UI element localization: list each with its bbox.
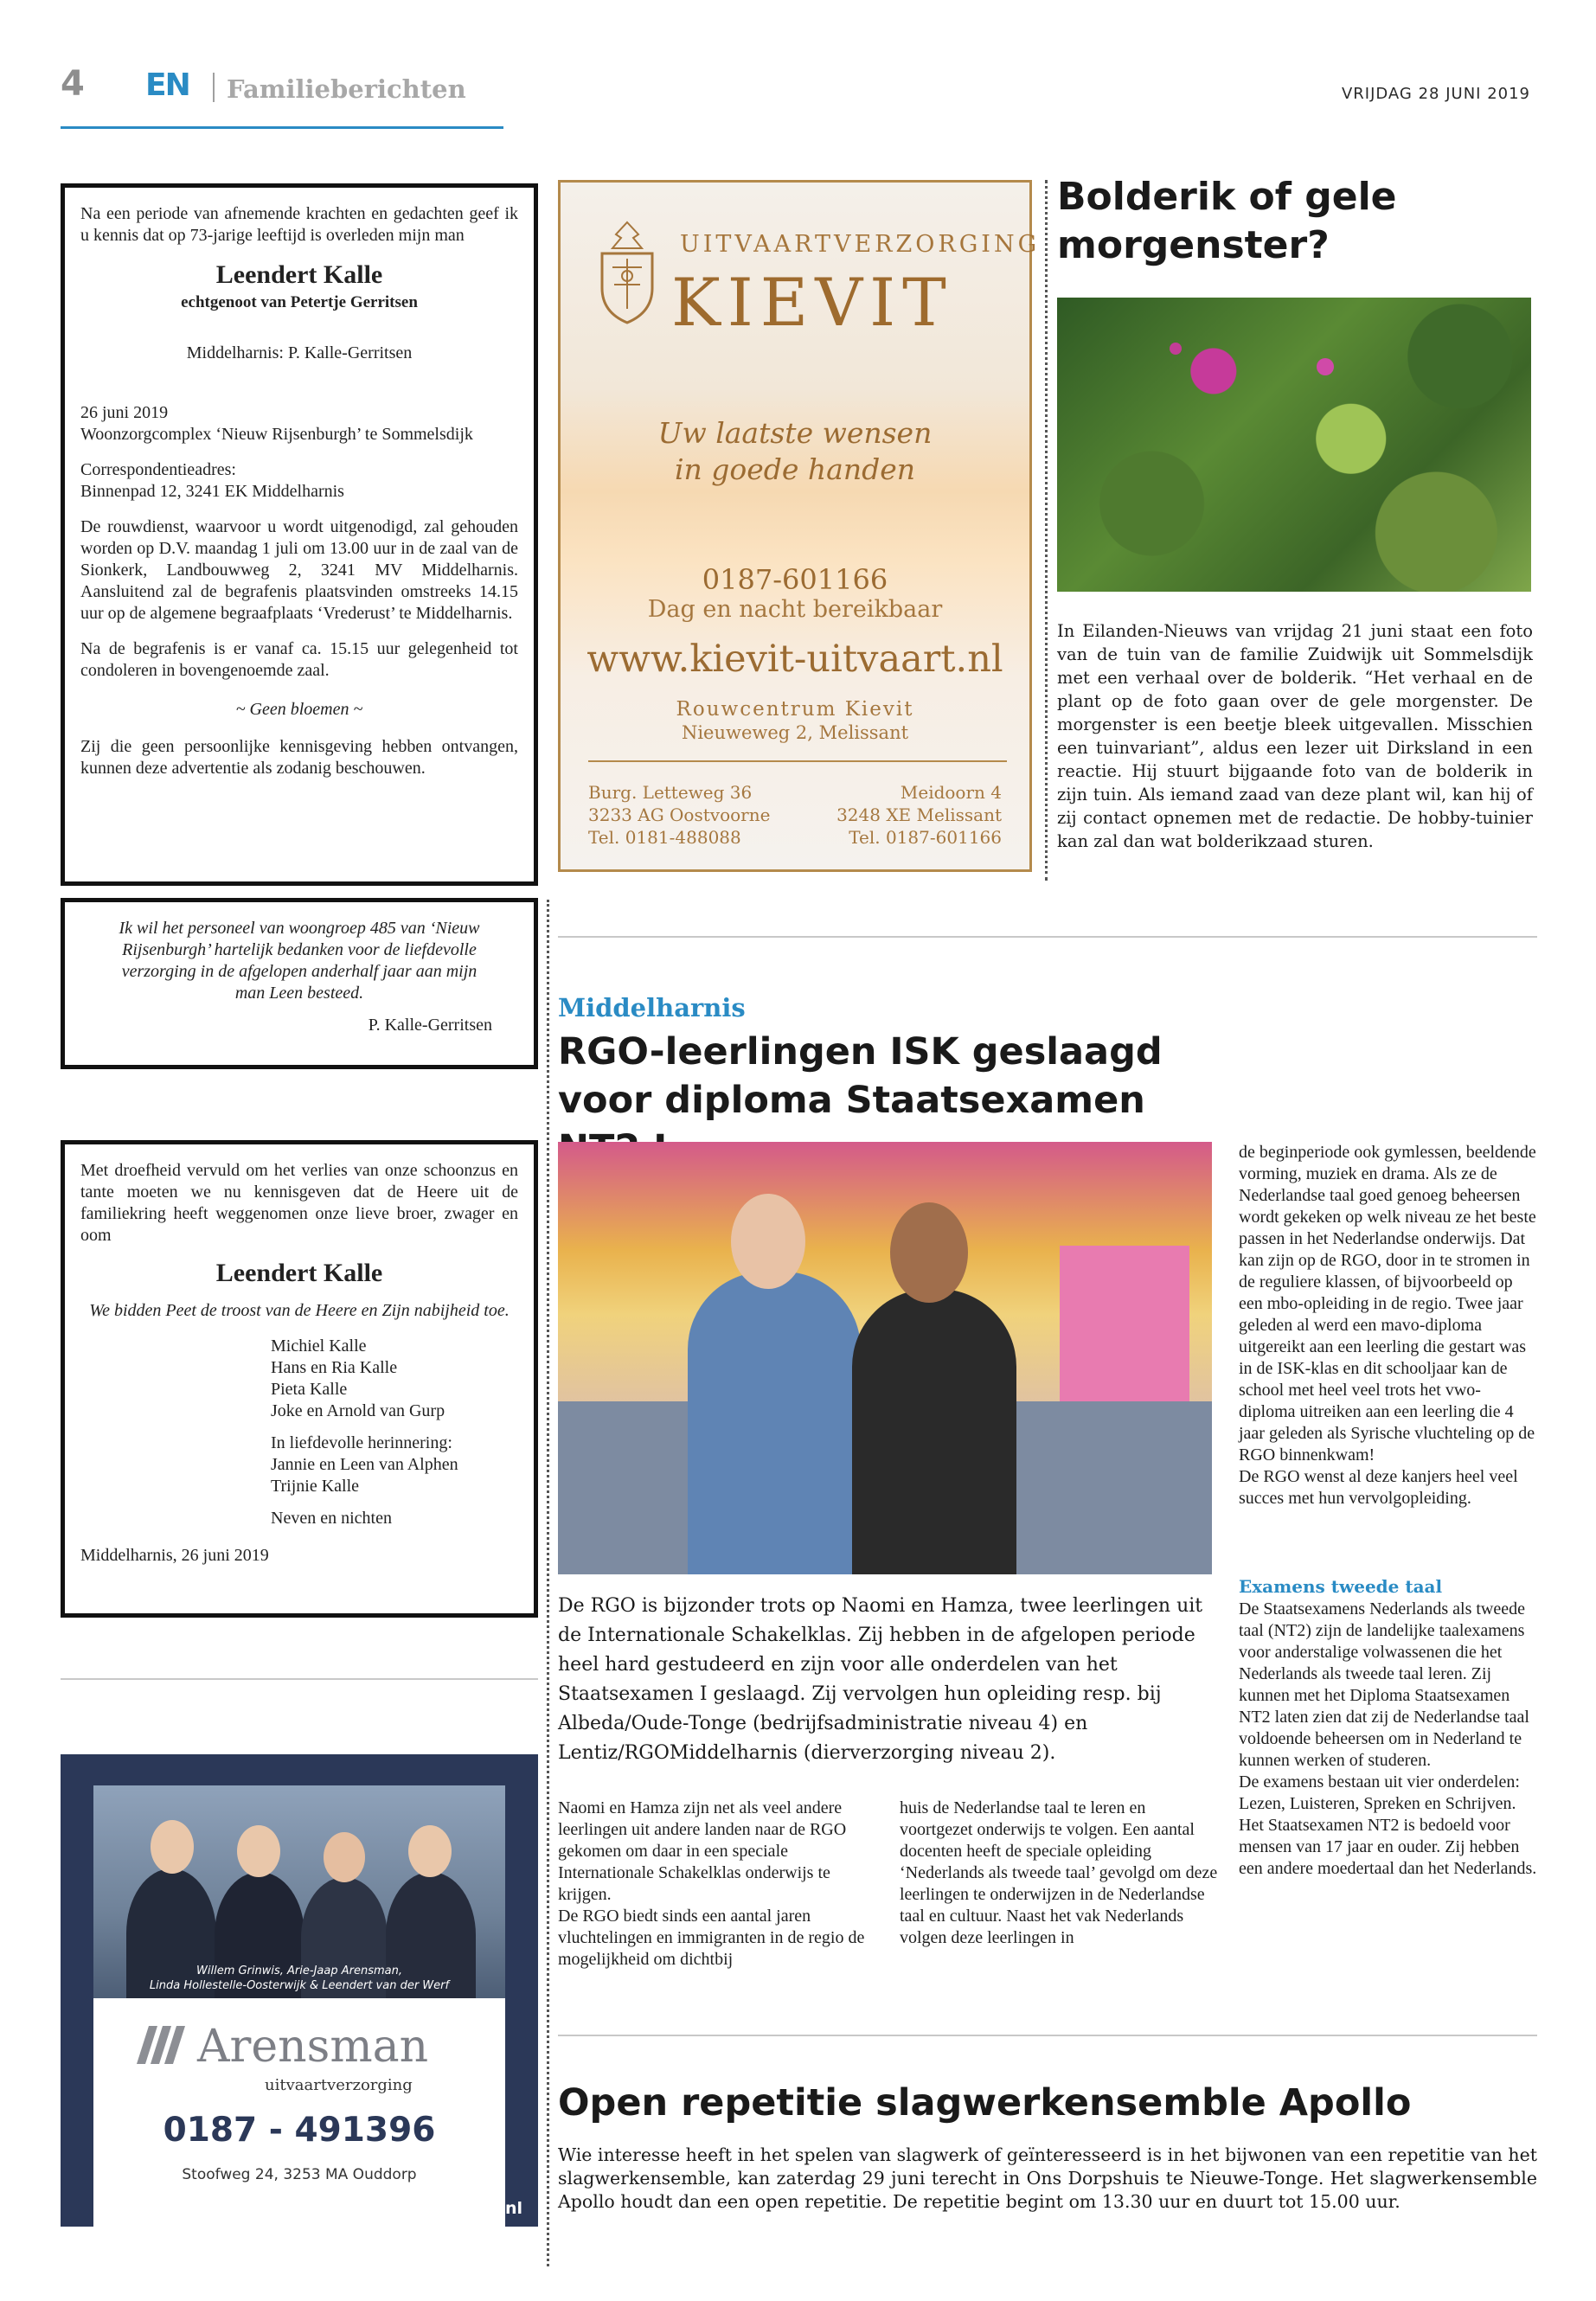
notice-spouse: echtgenoot van Petertje Gerritsen bbox=[181, 293, 418, 311]
memory-member: Jannie en Leen van Alphen bbox=[271, 1455, 458, 1474]
student-hamza-head bbox=[890, 1202, 968, 1303]
notice-condolence: Na de begrafenis is er vanaf ca. 15.15 uur gelegenheid tot condoleren in bovengenoemde zaal. bbox=[80, 639, 518, 680]
rgo-photo bbox=[558, 1142, 1212, 1574]
thanks-text: Ik wil het personeel van woongroep 485 van ‘Nieuw Rijsenburgh’ hartelijk bedanken voor de liefdevolle verzorging in de afgelopen anderhalf jaar aan mijn man Leen besteed. bbox=[119, 919, 480, 1003]
kievit-divider bbox=[588, 760, 1007, 762]
student-naomi-head bbox=[731, 1194, 805, 1289]
kievit-small-title: UITVAARTVERZORGING bbox=[680, 231, 1041, 258]
rgo-lede: De RGO is bijzonder trots op Naomi en Hamza, twee leerlingen uit de Internationale Schakelklas. Zij hebben in de afgelopen periode heel hard gestudeerd en zijn voor alle onderdelen van het Staatsexamen I geslaagd. Zij vervolgen hun opleiding resp. bij Albeda/Oude-Tonge (bedrijfsadministratie niveau 4) en Lentiz/RGOMiddelharnis (dierverzorging niveau 2). bbox=[558, 1595, 1203, 1764]
article-divider bbox=[558, 2035, 1537, 2036]
student-hamza bbox=[852, 1289, 1016, 1574]
caption-line: Linda Hollestelle-Oosterwijk & Leendert van der Werf bbox=[149, 1979, 450, 1992]
kievit-tagline-2: in goede handen bbox=[674, 452, 916, 486]
rgo-subhead: Examens tweede taal bbox=[1239, 1576, 1443, 1597]
staff-caption bbox=[93, 1964, 505, 1993]
arensman-address: Stoofweg 24, 3253 MA Ouddorp bbox=[182, 2166, 417, 2183]
address-line: 3233 AG Oostvoorne bbox=[588, 804, 771, 825]
arensman-logo-icon bbox=[137, 2026, 189, 2064]
kievit-location-oostvoorne bbox=[588, 781, 770, 849]
memory-member: Trijnie Kalle bbox=[271, 1477, 360, 1496]
notice-service: De rouwdienst, waarvoor u wordt uitgenodigd, zal gehouden worden op D.V. maandag 1 juli om 13.00 uur in de zaal van de Sionkerk, Landbouwweg 2, 3241 MV Middelharnis. Aansluitend zal de begrafenis plaatsvinden omstreeks 14.15 uur op de algemene begraafplaats ‘Vrederust’ te Middelharnis. bbox=[80, 517, 518, 623]
kievit-centre-address: Nieuweweg 2, Melissant bbox=[681, 722, 909, 743]
rgo-kicker: Middelharnis bbox=[558, 993, 746, 1022]
notice-intro: Met droefheid vervuld om het verlies van onze schoonzus en tante moeten we nu kennisgeven dat de Heere uit de familiekring heeft weggenomen onze lieve broer, zwager en oom bbox=[80, 1161, 518, 1245]
bolderik-photo bbox=[1057, 298, 1531, 592]
arensman-phone: 0187 - 491396 bbox=[163, 2111, 436, 2150]
apollo-title: Open repetitie slagwerkensemble Apollo bbox=[558, 2081, 1412, 2125]
kievit-tagline-1: Uw laatste wensen bbox=[657, 416, 933, 450]
rgo-column-3b: De Staatsexamens Nederlands als tweede taal (NT2) zijn de landelijke taalexamens voor anderstalige volwassenen die het Nederlands als tweede taal leren. Zij kunnen met het Diploma Staatsexamen NT2 laten zien dat zij de Nederlandse taal voldoende beheersen om in Nederland te kunnen werken of studeren. De examens bestaan uit vier onderdelen: Lezen, Luisteren, Spreken en Schrijven. Het Staatsexamen NT2 is bedoeld voor mensen van 17 jaar en ouder. Zij hebben een andere moedertaal dan het Nederlands. bbox=[1239, 1599, 1537, 1878]
notice-prayer: We bidden Peet de troost van de Heere en Zijn nabijheid toe. bbox=[89, 1301, 510, 1320]
rgo-column-1: Naomi en Hamza zijn net als veel andere leerlingen uit andere landen naar de RGO gekomen om daar in een speciale Internationale Schakelklas onderwijs te krijgen. De RGO biedt sinds een aantal jaren vluchtelingen en immigranten in de regio de mogelijkheid om dichtbij bbox=[558, 1798, 865, 1969]
kievit-location-melissant bbox=[836, 781, 1002, 849]
arensman-sub: uitvaartverzorging bbox=[265, 2076, 413, 2094]
death-notice-1 bbox=[61, 183, 538, 886]
arensman-ad-panel bbox=[93, 1785, 505, 2227]
address-line: Tel. 0187-601166 bbox=[849, 827, 1002, 848]
address-line: Meidoorn 4 bbox=[900, 782, 1002, 803]
kievit-ad bbox=[558, 180, 1041, 872]
notice-intro: Na een periode van afnemende krachten en gedachten geef ik u kennis dat op 73-jarige leeftijd is overleden mijn man bbox=[80, 204, 518, 245]
rgo-column-2: huis de Nederlandse taal te leren en voortgezet onderwijs te volgen. Een aantal docenten heeft de speciale opleiding ‘Nederlands als tweede taal’ gevolgd om deze leerlingen te onderwijzen in de Nederlandse taal en cultuur. Naast het vak Nederlands volgen deze leerlingen in bbox=[900, 1798, 1218, 1947]
person-head bbox=[408, 1825, 452, 1877]
person-head bbox=[151, 1820, 194, 1874]
page-number: 4 bbox=[61, 64, 85, 104]
flower-blossom bbox=[1170, 343, 1182, 355]
apollo-body: Wie interesse heeft in het spelen van slagwerk of geïnteresseerd is in het bijwonen van een repetitie van het slagwerkensemble, kan zaterdag 29 juni terecht in Ons Dorpshuis te Nieuwe-Tonge. Het slagwerkensemble Apollo houdt dan een open repetitie. De repetitie begint om 13.30 uur en duurt tot 15.00 uur. bbox=[558, 2144, 1537, 2212]
address-line: Burg. Letteweg 36 bbox=[588, 782, 753, 803]
section-title: Familieberichten bbox=[227, 74, 466, 104]
notice-footer: Middelharnis, 26 juni 2019 bbox=[80, 1546, 269, 1565]
kievit-big-title: KIEVIT bbox=[671, 264, 953, 341]
kievit-centre: Rouwcentrum Kievit bbox=[676, 698, 914, 721]
family-member: Hans en Ria Kalle bbox=[271, 1358, 398, 1377]
arensman-website[interactable]: www.arensmanuitvaart.nl bbox=[282, 2199, 522, 2218]
death-notice-2 bbox=[61, 1140, 538, 1618]
article-divider bbox=[558, 936, 1537, 938]
nephews-nieces: Neven en nichten bbox=[271, 1509, 392, 1528]
notice-date: 26 juni 2019 bbox=[80, 403, 169, 422]
thank-you-notice bbox=[61, 898, 538, 1069]
notice-no-flowers: ~ Geen bloemen ~ bbox=[235, 700, 363, 719]
memory-label: In liefdevolle herinnering: bbox=[271, 1433, 452, 1452]
person-head bbox=[237, 1825, 280, 1877]
family-list bbox=[80, 1336, 518, 1529]
notice-signature: Middelharnis: P. Kalle-Gerritsen bbox=[186, 343, 413, 362]
notice-closing: Zij die geen persoonlijke kennisgeving hebben ontvangen, kunnen deze advertentie als zodanig beschouwen. bbox=[80, 737, 518, 778]
notice-place: Woonzorgcomplex ‘Nieuw Rijsenburgh’ te Sommelsdijk bbox=[80, 425, 473, 444]
notice-name: Leendert Kalle bbox=[215, 1259, 383, 1287]
family-member: Pieta Kalle bbox=[271, 1380, 348, 1399]
arensman-brand: Arensman bbox=[197, 2021, 429, 2073]
kievit-website[interactable]: www.kievit-uitvaart.nl bbox=[586, 638, 1003, 681]
address-line: Tel. 0181-488088 bbox=[588, 827, 741, 848]
header-separator bbox=[213, 73, 215, 102]
rgo-title: RGO-leerlingen ISK geslaagd voor diploma Staatsexamen bbox=[558, 1030, 1163, 1122]
flower-blossom bbox=[1317, 358, 1334, 375]
family-member: Joke en Arnold van Gurp bbox=[271, 1401, 445, 1420]
student-naomi bbox=[688, 1272, 861, 1574]
family-member: Michiel Kalle bbox=[271, 1336, 367, 1356]
kievit-availability: Dag en nacht bereikbaar bbox=[647, 596, 943, 623]
notice-corr-label: Correspondentieadres: bbox=[80, 460, 236, 479]
notice-name: Leendert Kalle bbox=[215, 260, 383, 289]
column-divider bbox=[1045, 180, 1048, 881]
crest-icon bbox=[593, 219, 661, 326]
bolderik-body: In Eilanden-Nieuws van vrijdag 21 juni staat een foto van de tuin van de familie Zuidwijk uit Sommelsdijk met een verhaal over de bolderik. “Het verhaal en de plant op de foto gaan over de gele morgenster. De morgenster is een beetje bleek uitgevallen. Misschien een tuinvariant”, aldus een lezer uit Dirksland in een reactie. Hij stuurt bijgaande foto van de bolderik in zijn tuin. Als iemand zaad van deze plant wil, kan hij of zij contact opnemen met de redactie. De hobby-tuinier kan zal dan wat bolderikzaad sturen. bbox=[1057, 621, 1533, 851]
issue-date: VRIJDAG 28 JUNI 2019 bbox=[1341, 85, 1530, 103]
en-logo: EN bbox=[145, 67, 189, 103]
kievit-phone: 0187-601166 bbox=[702, 563, 888, 596]
address-line: 3248 XE Melissant bbox=[836, 804, 1002, 825]
header-rule bbox=[61, 126, 503, 129]
column-divider bbox=[547, 900, 549, 2266]
caption-line: Willem Grinwis, Arie-Jaap Arensman, bbox=[196, 1965, 402, 1977]
column-divider bbox=[61, 1678, 538, 1680]
arensman-ad bbox=[61, 1754, 538, 2227]
photo-backdrop-panel bbox=[1060, 1246, 1189, 1401]
person-head bbox=[324, 1832, 365, 1882]
rgo-column-3: de beginperiode ook gymlessen, beeldende vorming, muziek en drama. Als ze de Nederlandse taal goed genoeg beheersen wordt gekeken op welk niveau ze het beste passen in het Nederlandse onderwijs. Dat kan zijn op de RGO, door in te stromen in de reguliere klassen, of bijvoorbeeld op een mbo-opleiding in de regio. Twee jaar geleden al werd een mavo-diploma uitgereikt aan een leerling die gestart was in de ISK-klas en dit schooljaar kan de school met heel veel trots het vwo-diploma uitreiken aan een leerling die 4 jaar geleden als Syrische vluchteling op de RGO binnenkwam! De RGO wenst al deze kanjers heel veel succes met hun vervolgopleiding. bbox=[1239, 1143, 1536, 1508]
thanks-signature: P. Kalle-Gerritsen bbox=[368, 1016, 492, 1035]
bolderik-title: Bolderik of gele morgenster? bbox=[1057, 175, 1397, 267]
notice-corr-address: Binnenpad 12, 3241 EK Middelharnis bbox=[80, 482, 344, 501]
